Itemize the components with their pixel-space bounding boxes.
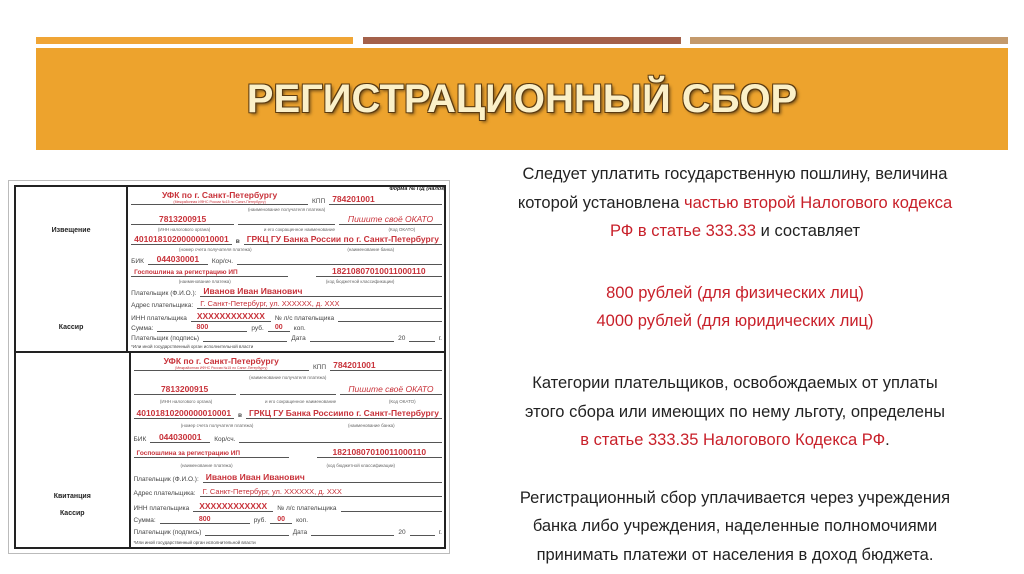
kor-label: Кор/сч. [214,436,236,444]
account-no-label: № л/с плательщика [274,315,335,323]
accent-bar-2 [363,37,681,44]
caption: (Код ОКАТО) [388,226,416,232]
slide-title: РЕГИСТРАЦИОННЫЙ СБОР [246,76,798,121]
okato-value: Пишите своё ОКАТО [339,214,442,225]
caption: (ИНН налогового органа) [159,399,213,405]
date-label: Дата [291,334,306,342]
caption: и его сокращенное наименование [265,399,337,405]
inn-value: 7813200915 [131,214,234,225]
caption: (номер счета получателя платежа) [180,423,254,429]
inn-row [131,214,442,225]
caption-row [134,463,443,468]
payment-form [14,185,446,549]
caption: (наименование платежа) [180,462,233,468]
bank-value: ГРКЦ ГУ Банка Россиипо г. Санкт-Петербургу [246,408,442,419]
law-reference-2: в статье 333.35 Налогового Кодекса РФ [580,431,886,450]
accent-bar-3 [690,37,1008,44]
cashier-label: Кассир [59,510,85,517]
payer-value: Иванов Иван Иванович [200,286,442,297]
caption-row [134,423,443,428]
payer-row [134,472,443,483]
amount-individual: 800 рублей (для физических лиц) [606,283,864,302]
year-label: 20 [398,528,406,536]
kor-field [237,257,442,265]
account-no-field [341,504,443,512]
address-value: Г. Санкт-Петербург, ул. XXXXXX, д. XXX [200,487,442,497]
payment-name-value: Госпошлина за регистрацию ИП [131,269,287,277]
bik-value: 044030001 [150,432,210,443]
form-side-column [16,187,128,351]
kop-value: 00 [268,324,290,332]
paragraph-2-line-1: Категории плательщиков, освобождаемых от уплаты [532,373,938,392]
payment-row [131,266,442,277]
form-fields [128,187,444,351]
recipient-sub: (Межрайонная ИФНС России №15 по Санкт-Петербургу) [173,200,266,204]
caption: (Код ОКАТО) [388,399,416,405]
signature-label: Плательщик (подпись) [133,528,202,536]
payer-label: Плательщик (Ф.И.О.): [133,475,199,483]
payment-row [134,447,443,458]
law-reference-article: РФ в статье 333.33 [609,222,757,241]
address-row [131,299,442,309]
account-no-label: № л/с плательщика [277,504,337,512]
form-side-column [16,353,131,547]
caption-row [134,375,443,380]
caption: (код бюджетной классификации) [326,462,396,468]
payer-inn-row [134,501,443,512]
caption: и его сокращенное наименование [263,226,335,232]
payment-form-image [8,180,450,554]
account-value: 40101810200000010001 [131,234,232,245]
caption: (наименование банка) [347,423,395,429]
payer-inn-row [131,311,442,322]
date-field [310,334,394,342]
payer-inn-value: XXXXXXXXXXXX [193,501,273,512]
caption: (наименование банка) [347,246,395,252]
bik-row [131,254,442,265]
form-receipt-section [16,353,444,547]
paragraph-3-line-3: принимать платежи от населения в доход бюджета. [536,545,934,564]
payment-name-value: Госпошлина за регистрацию ИП [134,450,289,458]
text: и составляет [756,222,861,241]
year-field [409,334,434,342]
caption-row [131,279,442,284]
payer-inn-label: ИНН плательщика [133,504,190,512]
paragraph-3-line-2: банка либо учреждения, наделенные полномочиями [532,517,938,536]
payer-row [131,286,442,297]
bik-label: БИК [131,257,144,265]
inn-row [134,384,443,395]
caption-row [131,247,442,252]
kpp-label: КПП [312,364,327,371]
kor-label: Кор/сч. [211,257,234,265]
recipient-sub: (Межрайонная ИФНС России №15 по Санкт-Петербургу) [175,366,268,370]
accent-bar-1 [36,37,353,44]
kpp-label: КПП [312,198,326,205]
account-row [131,234,442,245]
account-row [134,408,443,419]
recipient-row [134,356,443,371]
payer-value: Иванов Иван Иванович [203,472,442,483]
side-label: Квитанция [53,493,91,500]
paragraph-2-line-3 [450,426,1020,455]
signature-field [203,334,287,342]
signature-label: Плательщик (подпись) [131,334,200,342]
footnote-row [134,540,443,545]
recipient-value: УФК по г. Санкт-Петербургу [163,356,279,366]
paragraph-1-line-3 [450,217,1020,246]
caption: (наименование получателя платежа) [249,375,327,381]
title-banner [36,48,1008,150]
caption-row [134,399,443,404]
slide-body-text [450,160,1020,570]
payer-label: Плательщик (Ф.И.О.): [131,290,197,298]
signature-field [205,528,288,536]
kop-label: коп. [296,516,308,524]
sum-label: Сумма: [133,516,156,524]
rub-label: руб. [251,325,264,333]
paragraph-3-line-1: Регистрационный сбор уплачивается через учреждения [519,488,951,507]
recipient-field [134,356,309,371]
rub-value: 800 [160,516,250,524]
kbk-value: 18210807010011000110 [317,447,442,458]
blank-line [240,387,336,395]
paragraph-2-line-2: этого сбора или имеющих по нему льготу, определены [525,402,945,421]
kpp-value: 784201001 [329,194,442,205]
blank-line [238,217,335,225]
cashier-label: Кассир [58,324,84,331]
payer-inn-label: ИНН плательщика [131,315,187,323]
rub-label: руб. [253,516,267,524]
bik-row [134,432,443,443]
signature-row [131,334,442,342]
okato-value: Пишите своё ОКАТО [340,384,442,395]
paragraph-1-line-1: Следует уплатить государственную пошлину, величина [522,165,948,183]
kbk-value: 18210807010011000110 [316,266,442,277]
date-label: Дата [292,528,308,536]
caption: (наименование получателя платежа) [247,206,326,212]
caption: (код бюджетной классификации) [325,279,395,285]
law-reference: частью второй Налогового кодекса [683,193,953,212]
footnote-row [131,344,442,349]
year-label: 20 [398,334,406,342]
caption-row [131,207,442,212]
date-field [311,528,394,536]
paragraph-1-line-2 [450,189,1020,218]
sum-row [134,516,443,524]
kop-value: 00 [270,516,292,524]
address-value: Г. Санкт-Петербург, ул. XXXXXX, д. XXX [197,299,442,309]
form-notice-section [16,187,444,353]
caption: (ИНН налогового органа) [157,226,211,232]
caption-row [131,227,442,232]
signature-row [134,528,443,536]
amount-legal: 4000 рублей (для юридических лиц) [596,312,874,331]
text: которой установлена [517,193,684,212]
kop-label: коп. [293,325,306,333]
year-suffix: г. [438,334,442,342]
bank-value: ГРКЦ ГУ Банка России по г. Санкт-Петербургу [244,234,442,245]
account-no-field [338,314,442,322]
address-label: Адрес плательщика: [131,302,194,310]
side-label: Извещение [51,227,91,234]
in-label: в [238,412,243,420]
kpp-value: 784201001 [330,360,442,371]
caption: (номер счета получателя платежа) [179,246,252,252]
year-suffix: г. [438,528,442,536]
text: . [885,431,890,450]
address-row [134,487,443,497]
payer-inn-value: XXXXXXXXXXXX [191,311,271,322]
recipient-field [131,190,308,205]
account-value: 40101810200000010001 [134,408,235,419]
recipient-value: УФК по г. Санкт-Петербургу [161,190,278,200]
bik-label: БИК [133,436,147,444]
form-fields [131,353,445,547]
in-label: в [235,237,240,245]
inn-value: 7813200915 [134,384,236,395]
year-field [410,528,435,536]
footnote: *Или иной государственный орган исполнительной власти [131,343,254,349]
sum-label: Сумма: [131,325,154,333]
kor-field [239,435,442,443]
caption: (наименование платежа) [178,279,231,285]
address-label: Адрес плательщика: [133,489,196,497]
bik-value: 044030001 [148,254,208,265]
recipient-row [131,190,442,205]
footnote: *Или иной государственный орган исполнительной власти [133,539,256,545]
form-number: Форма № ПД (налог) [389,186,446,192]
sum-row [131,324,442,332]
rub-value: 800 [157,324,247,332]
